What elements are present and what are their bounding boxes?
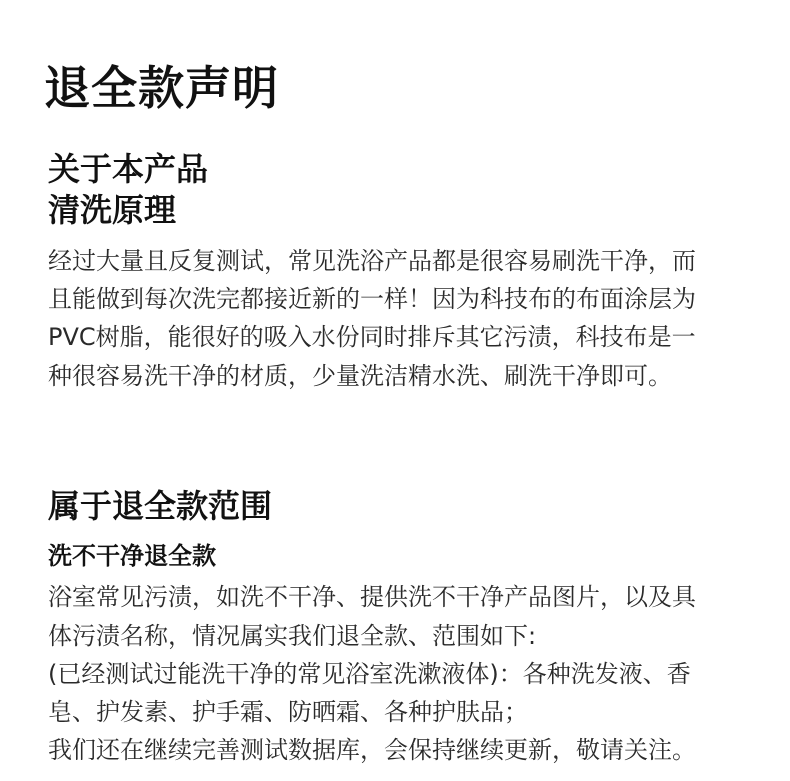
about-line: 且能做到每次洗完都接近新的一样！因为科技布的布面涂层为 [48, 285, 696, 313]
refund-line: (已经测试过能洗干净的常见浴室洗漱液体)：各种洗发液、香 [48, 660, 691, 688]
refund-line: 浴室常见污渍，如洗不干净、提供洗不干净产品图片，以及具 [48, 583, 696, 611]
about-line: 种很容易洗干净的材质，少量洗洁精水洗、刷洗干净即可。 [48, 362, 672, 390]
refund-line: 我们还在继续完善测试数据库，会保持继续更新，敬请关注。 [48, 736, 696, 764]
cleaning-principle-heading: 清洗原理 [48, 191, 177, 229]
refund-line: 皂、护发素、护手霜、防晒霜、各种护肤品； [48, 698, 528, 726]
refund-condition-heading: 洗不干净退全款 [48, 542, 216, 570]
refund-scope-heading: 属于退全款范围 [48, 487, 273, 525]
page-title: 退全款声明 [44, 61, 279, 115]
about-line: 经过大量且反复测试，常见洗浴产品都是很容易刷洗干净，而 [48, 247, 696, 275]
refund-line: 体污渍名称，情况属实我们退全款、范围如下: [48, 622, 537, 650]
about-line: PVC树脂，能很好的吸入水份同时排斥其它污渍，科技布是一 [48, 323, 696, 351]
about-heading: 关于本产品 [48, 150, 209, 188]
